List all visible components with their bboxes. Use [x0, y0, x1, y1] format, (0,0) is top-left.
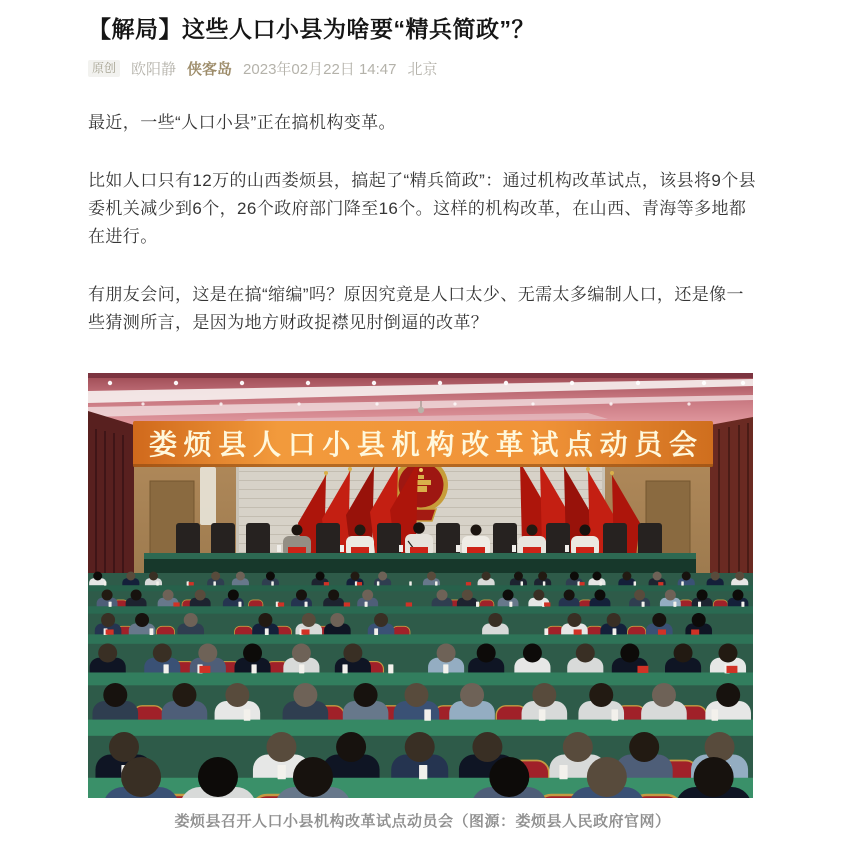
- article-photo-figure: [88, 373, 757, 831]
- paragraph-3: 有朋友会问，这是在搞“缩编”吗？原因究竟是人口太少、无需太多编制人口，还是像一些猜测所言，是因为地方财政捉襟见肘倒逼的改革？: [88, 285, 744, 333]
- account-link[interactable]: 侠客岛: [187, 61, 233, 79]
- meeting-photo[interactable]: [88, 373, 753, 798]
- author-name[interactable]: 欧阳静: [131, 61, 177, 79]
- paragraph-2: 比如人口只有12万的山西娄烦县，搞起了“精兵简政”：通过机构改革试点，该县将9个县委机关减少到6个，26个政府部门降至16个。这样的机构改革，在山西、青海等多地都在进行。: [88, 171, 757, 247]
- stage-table: [144, 553, 696, 559]
- article-title: 【解局】这些人口小县为啥要“精兵简政”？: [88, 16, 535, 42]
- hall-ceiling: [88, 373, 753, 425]
- ceiling-fixture-icon: [418, 407, 424, 413]
- photo-caption: 娄烦县召开人口小县机构改革试点动员会（图源：娄烦县人民政府官网）: [174, 813, 671, 831]
- banner-text: 娄烦县人口小县机构改革试点动员会: [149, 429, 697, 461]
- publish-location: 北京: [407, 61, 438, 79]
- meeting-banner: [133, 421, 713, 467]
- publish-datetime: 2023年02月22日 14:47: [243, 61, 397, 79]
- paragraph-1: 最近，一些“人口小县”正在搞机构变革。: [88, 113, 396, 133]
- article-meta: [88, 58, 757, 79]
- audience-rows: [88, 572, 753, 799]
- original-badge: 原创: [88, 60, 120, 78]
